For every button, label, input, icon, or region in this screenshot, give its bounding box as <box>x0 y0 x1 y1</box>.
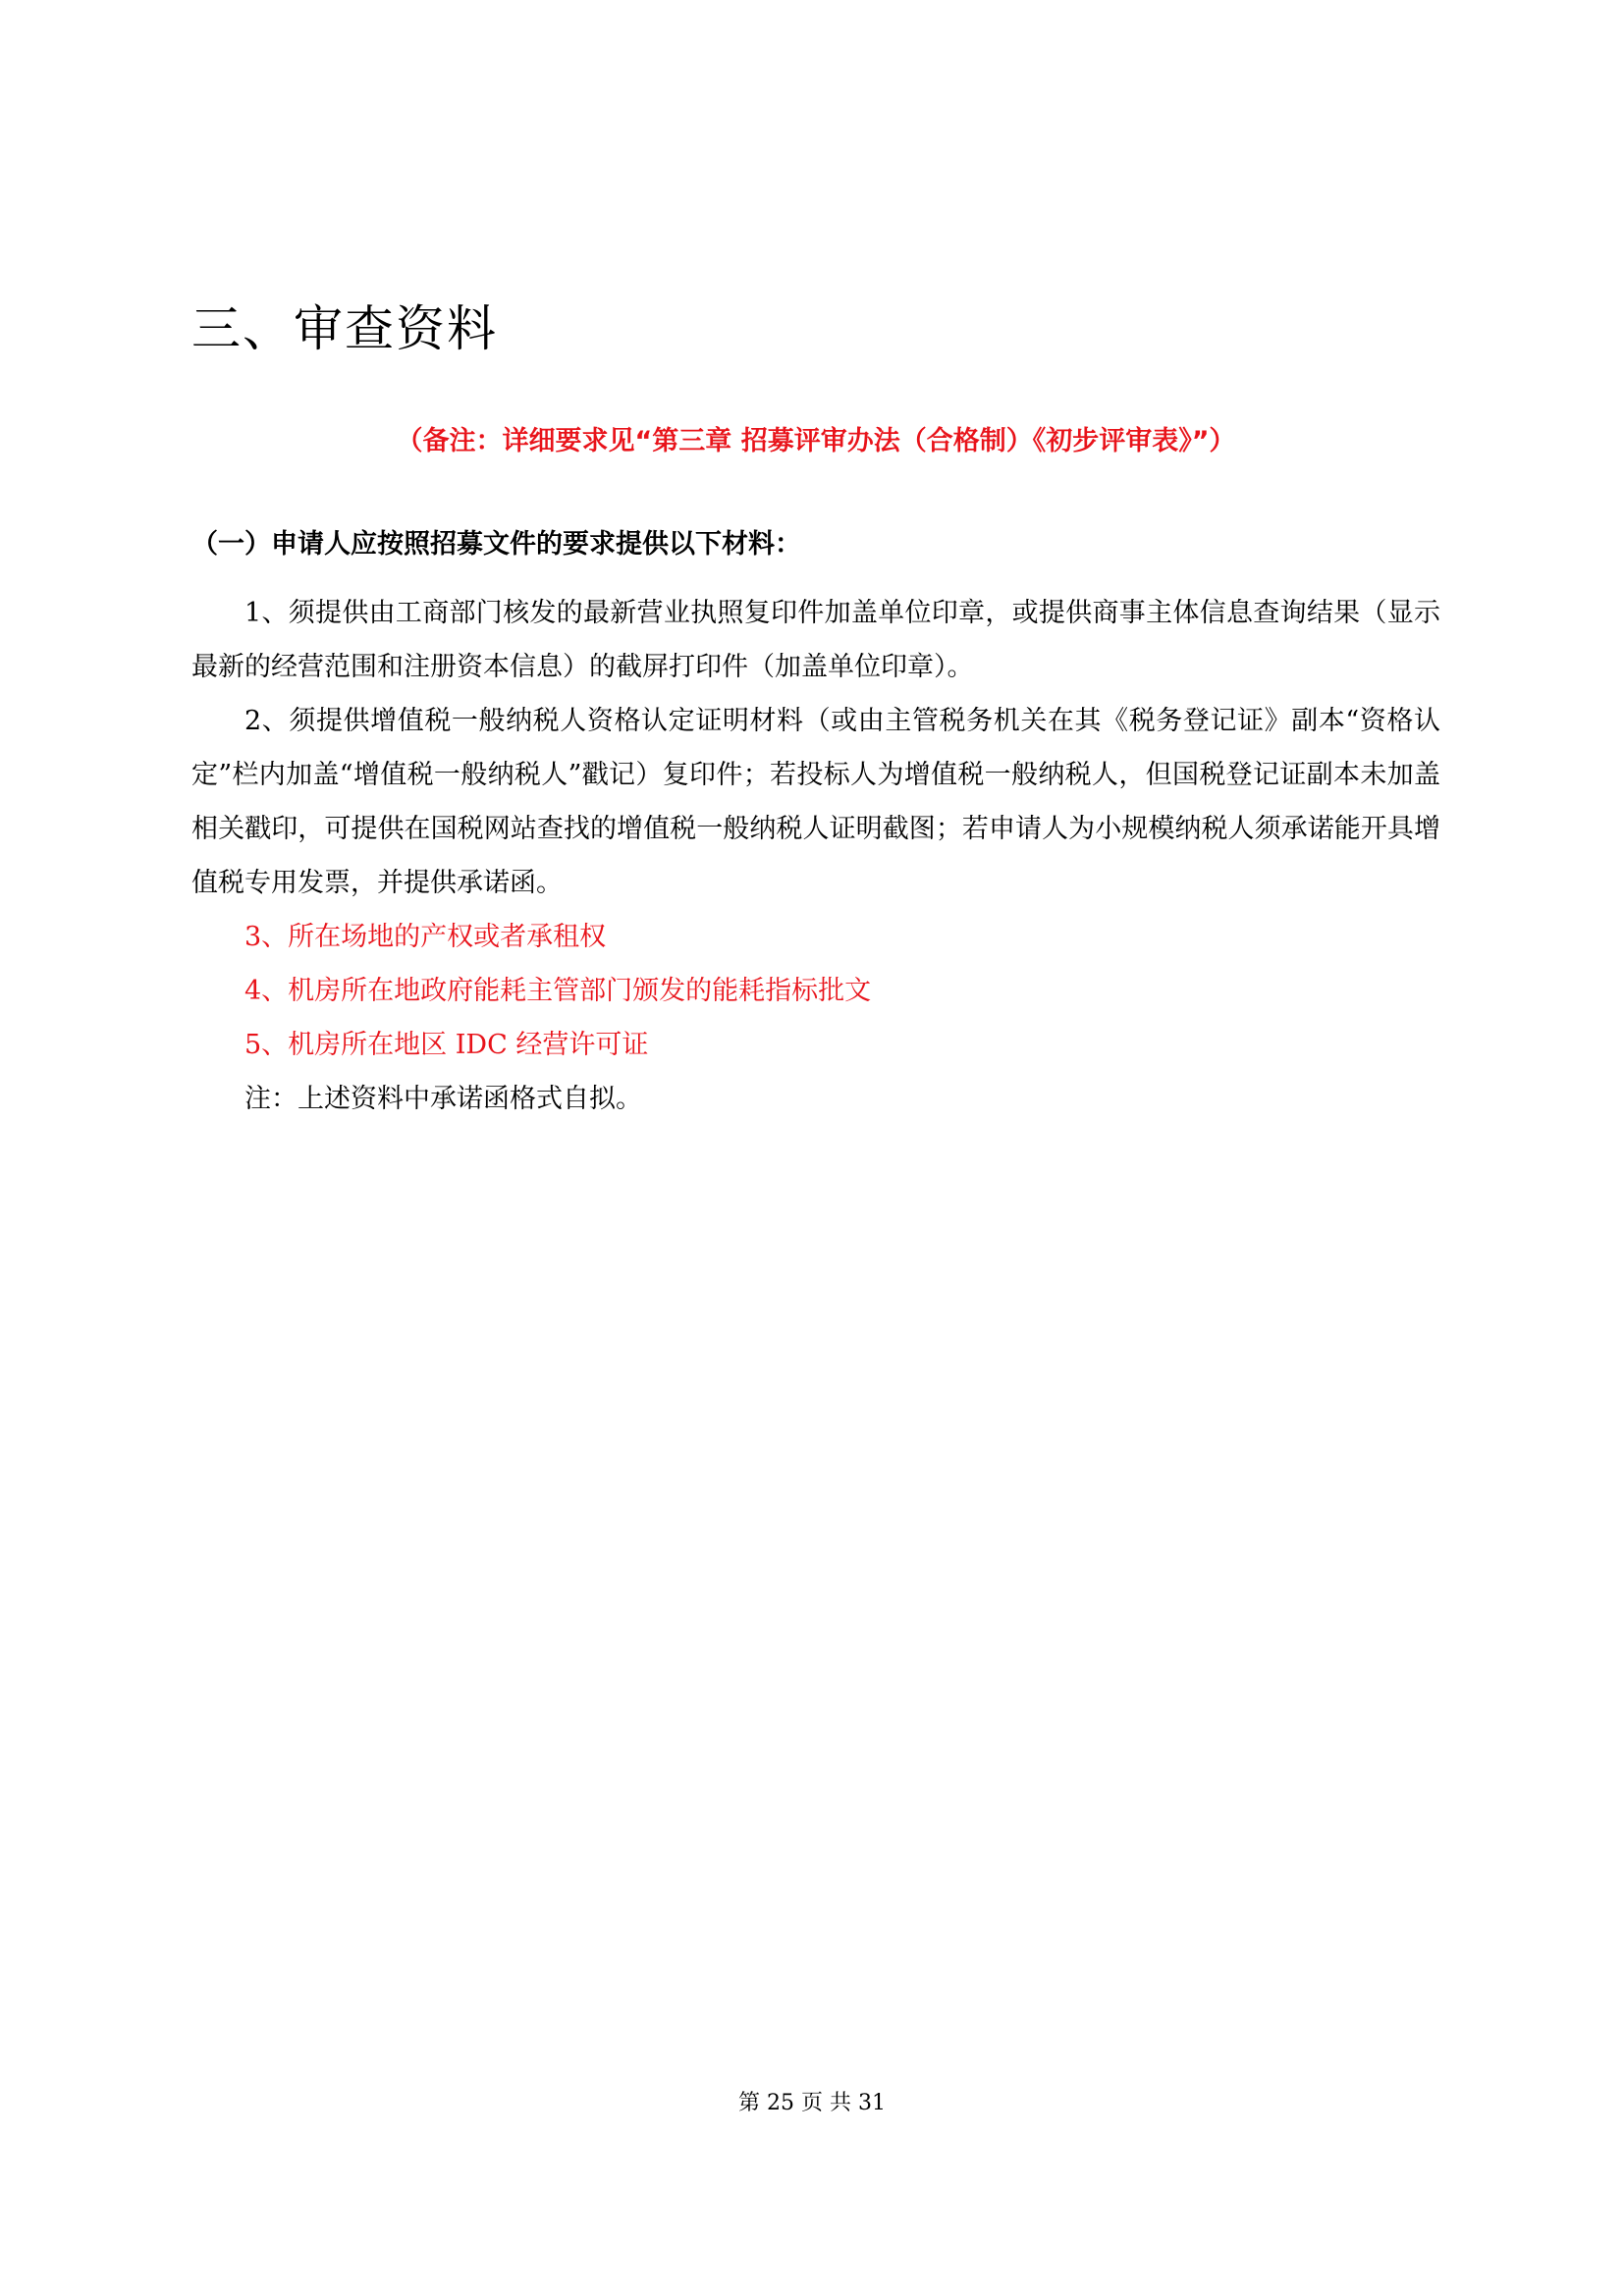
review-note: （备注：详细要求见“第三章 招募评审办法（合格制）《初步评审表》”） <box>396 426 1236 456</box>
materials-subheading: （一）申请人应按照招募文件的要求提供以下材料： <box>191 529 801 560</box>
list-item-idc-license: 5、机房所在地区 IDC 经营许可证 <box>244 1030 649 1060</box>
materials-list <box>191 586 1440 1126</box>
list-item-business-license: 1、须提供由工商部门核发的最新营业执照复印件加盖单位印章，或提供商事主体信息查询结果（显示最新的经营范围和注册资本信息）的截屏打印件（加盖单位印章）。 <box>191 598 1440 682</box>
list-item-site-ownership: 3、所在场地的产权或者承租权 <box>244 922 607 952</box>
list-item-vat-certification: 2、须提供增值税一般纳税人资格认定证明材料（或由主管税务机关在其《税务登记证》副本“资格认定”栏内加盖“增值税一般纳税人”戳记）复印件；若投标人为增值税一般纳税人，但国税登记证副本未加盖相关戳印，可提供在国税网站查找的增值税一般纳税人证明截图；若申请人为小规模纳税人须承诺能开具增值税专用发票，并提供承诺函。 <box>191 706 1440 898</box>
list-item-energy-approval: 4、机房所在地政府能耗主管部门颁发的能耗指标批文 <box>244 976 872 1006</box>
section-title: 三、审查资料 <box>191 300 498 357</box>
page-footer: 第 25 页 共 31 <box>738 2091 886 2115</box>
remark-note: 注：上述资料中承诺函格式自拟。 <box>244 1084 642 1114</box>
